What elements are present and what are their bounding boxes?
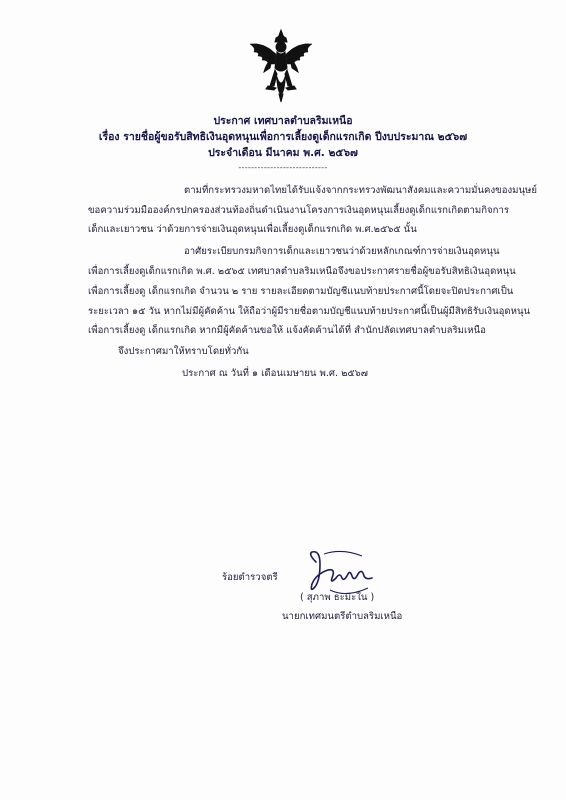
- signer-name: ( สุภาพ ธะมะใน ): [300, 592, 375, 603]
- paragraph-1-line-3: เด็กและเยาวชน ว่าด้วยการจ่ายเงินอุดหนุนเพื่อเลี้ยงดูเด็กแรกเกิด พ.ศ.๒๕๖๕ นั้น: [88, 224, 417, 235]
- paragraph-2-line-4: ระยะเวลา ๑๕ วัน หากไม่มีผู้คัดค้าน ให้ถือว่าผู้มีรายชื่อตามบัญชีแนบท้ายประกาศนี้เป็นผู้มีสิทธิรับเงินอุดหนุน: [88, 306, 531, 317]
- announcement-period: ประจำเดือน มีนาคม พ.ศ. ๒๕๖๗: [208, 147, 358, 159]
- paragraph-2-line-3: เพื่อการเลี้ยงดู เด็กแรกเกิด จำนวน ๒ ราย รายละเอียดตามบัญชีแนบท้ายประกาศนี้โดยจะปิดประกาศเป็น: [88, 286, 514, 297]
- announcement-title: ประกาศ เทศบาลตำบลริมเหนือ: [213, 115, 353, 127]
- announcement-subject: เรื่อง รายชื่อผู้ขอรับสิทธิเงินอุดหนุนเพื่อการเลี้ยงดูเด็กแรกเกิด ปีงบประมาณ ๒๕๖๗: [98, 131, 468, 143]
- paragraph-1-line-2: ขอความร่วมมือองค์กรปกครองส่วนท้องถิ่นดำเนินงานโครงการเงินอุดหนุนเลี้ยงดูเด็กแรกเกิดตามกิจการ: [88, 205, 510, 216]
- closing-line: จึงประกาศมาให้ทราบโดยทั่วกัน: [118, 346, 249, 357]
- signer-rank: ร้อยตำรวจตรี: [222, 572, 278, 583]
- paragraph-2-line-2: เพื่อการเลี้ยงดูเด็กแรกเกิด พ.ศ. ๒๕๖๕ เทศบาลตำบลริมเหนือจึงขอประกาศรายชื่อผู้ขอรับสิทธิเงินอุดหนุน: [88, 266, 516, 277]
- date-line: ประกาศ ณ วันที่ ๑ เดือนเมษายน พ.ศ. ๒๕๖๗: [182, 368, 368, 379]
- paragraph-1-line-1: ตามที่กระทรวงมหาดไทยได้รับแจ้งจากกระทรวงพัฒนาสังคมและความมั่นคงของมนุษย์: [184, 185, 537, 196]
- paragraph-2-line-1: อาศัยระเบียบกรมกิจการเด็กและเยาวชนว่าด้วยหลักเกณฑ์การจ่ายเงินอุดหนุน: [184, 246, 500, 257]
- paragraph-2-line-5: เพื่อการเลี้ยงดู เด็กแรกเกิด หากมีผู้คัดค้านขอให้ แจ้งคัดค้านได้ที่ สำนักปลัดเทศบาลตำบลริมเหนือ: [88, 325, 486, 336]
- signer-position: นายกเทศมนตรีตำบลริมเหนือ: [282, 611, 403, 622]
- header-divider: ----------------------------: [238, 163, 328, 172]
- garuda-emblem-icon: [246, 28, 316, 104]
